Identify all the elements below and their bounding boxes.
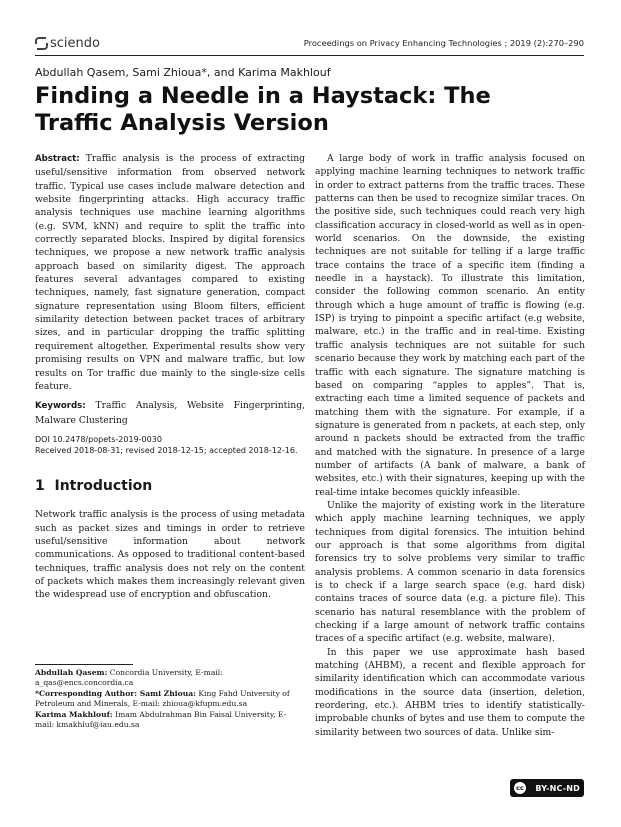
footnote-author-1-name: Abdullah Qasem: [35,668,108,677]
sciendo-logo-icon [35,37,46,50]
body-paragraph-2: Unlike the majority of existing work in the literature which apply machine learning techniques, we apply techniques from digital forensics. The intuition behind our approach is that some algorithms from digital forensics try to solve problems very similar to traffic analysis problems. A common scenario in data forensics is to check if a large search space (e.g. hard disk) contains traces of source data (e.g. a picture file). This scenario has natural resemblance with the problem of checking if a large amount of network traffic contains traces of a specific artifact (e.g. website, malware). [315,499,585,645]
doi: DOI 10.2478/popets-2019-0030 [35,434,162,444]
right-column [315,152,585,739]
abstract-text: Traffic analysis is the process of extracting useful/sensitive information from observed network traffic. Typical use cases include malware detection and website fingerprinting attacks. High accuracy traffic analysis techniques use machine learning algorithms (e.g. SVM, kNN) and require to split the traffic into correctly separated blocks. Inspired by digital forensics techniques, we propose a new network traffic analysis approach based on similarity digest. The approach features several advantages compared to existing techniques, namely, fast signature generation, compact signature representation using Bloom filters, efficient similarity detection between packet traces of arbitrary sizes, and in particular dropping the traffic splitting requirement altogether. Experimental results show very promising results on VPN and malware traffic, but low results on Tor traffic due mainly to the single-size cells feature. [35,153,306,392]
footnote-author-2-affiliation: King Fahd University of Petroleum and Minerals, E-mail: zhioua@kfupm.edu.sa [35,688,290,709]
author-footnotes [35,668,305,730]
keywords-text: Traffic Analysis, Website Fingerprinting, Malware Clustering [35,400,305,426]
intro-paragraph: Network traffic analysis is the process of using metadata such as packet sizes and timings in order to retrieve useful/sensitive information about network communications. As opposed to traditional content-based techniques, traffic analysis does not rely on the content of packets which makes them increasingly relevant given the widespread use of encryption and obfuscation. [35,509,305,601]
keywords-label: Keywords: [35,401,86,412]
footnote-author-3-affiliation: Imam Abdulrahman Bin Faisal University, E-mail: kmakhluf@iau.edu.sa [35,709,287,730]
footnote-author-2-name: *Corresponding Author: Sami Zhioua: [35,688,196,698]
body-paragraph-1: A large body of work in traffic analysis focused on applying machine learning techniques to network traffic in order to extract patterns from the traffic traces. These patterns can then be used to recognize similar traces. On the positive side, such techniques could reach very high classification accuracy in closed-world as well as in open-world scenarios. On the downside, the existing techniques are not suitable for telling if a large traffic trace contains the trace of a specific item (finding a needle in a haystack). To illustrate this limitation, consider the following common scenario. An entity through which a huge amount of traffic is flowing (e.g. ISP) is trying to pinpoint a specific artifact (e.g website, malware, etc.) in the traffic and in real-time. Existing traffic analysis techniques are not suitable for such scenario because they work by matching each part of the traffic with each signature. The signature matching is based on comparing “apples to apples”. That is, extracting each time a limited sequence of packets and matching them with the signature. For example, if a signature is generated from n packets, at each step, only around n packets should be extracted from the traffic and matched with the signature. In presence of a large number of artifacts (A bank of malware, a bank of websites, etc.) with their signatures, keeping up with the real-time intake becomes quickly infeasible. [315,153,585,498]
paper-title: Finding a Needle in a Haystack: The Traffic Analysis Version [35,83,491,136]
abstract [35,152,305,393]
left-column [35,152,305,602]
body-paragraph-3: In this paper we use approximate hash based matching (AHBM), a recent and flexible approach for similarity identification which can accommodate various modifications in the source data (insertion, deletion, reordering, etc.). AHBM tries to identify statistically-improbable chunks of bytes and use them to compute the similarity between two sources of data. Unlike sim- [315,646,585,738]
footnote-author-1 [35,668,305,689]
submission-dates: Received 2018-08-31; revised 2018-12-15; accepted 2018-12-16. [35,445,298,455]
footnote-author-1-affiliation: Concordia University, E-mail: a_qas@encs.concordia.ca [35,668,223,688]
abstract-label: Abstract: [35,154,80,164]
license-badge[interactable] [510,779,584,797]
footnote-author-2 [35,689,305,710]
license-label: BY-NC-ND [535,783,580,793]
section-title: Introduction [54,477,153,494]
journal-reference: Proceedings on Privacy Enhancing Technologies ; 2019 (2):270–290 [303,38,584,48]
footnote-author-3-name: Karima Makhlouf: [35,709,113,719]
creative-commons-icon: cc [513,781,527,795]
section-number: 1 [35,477,45,494]
publisher-name: sciendo [50,36,100,51]
keywords [35,399,305,427]
publisher-logo [35,36,100,51]
footnote-rule [35,664,133,665]
footnote-author-3 [35,710,305,731]
author-list: Abdullah Qasem, Sami Zhioua*, and Karima Makhlouf [35,66,331,79]
section-heading-introduction [35,477,305,494]
header-rule [35,55,584,56]
